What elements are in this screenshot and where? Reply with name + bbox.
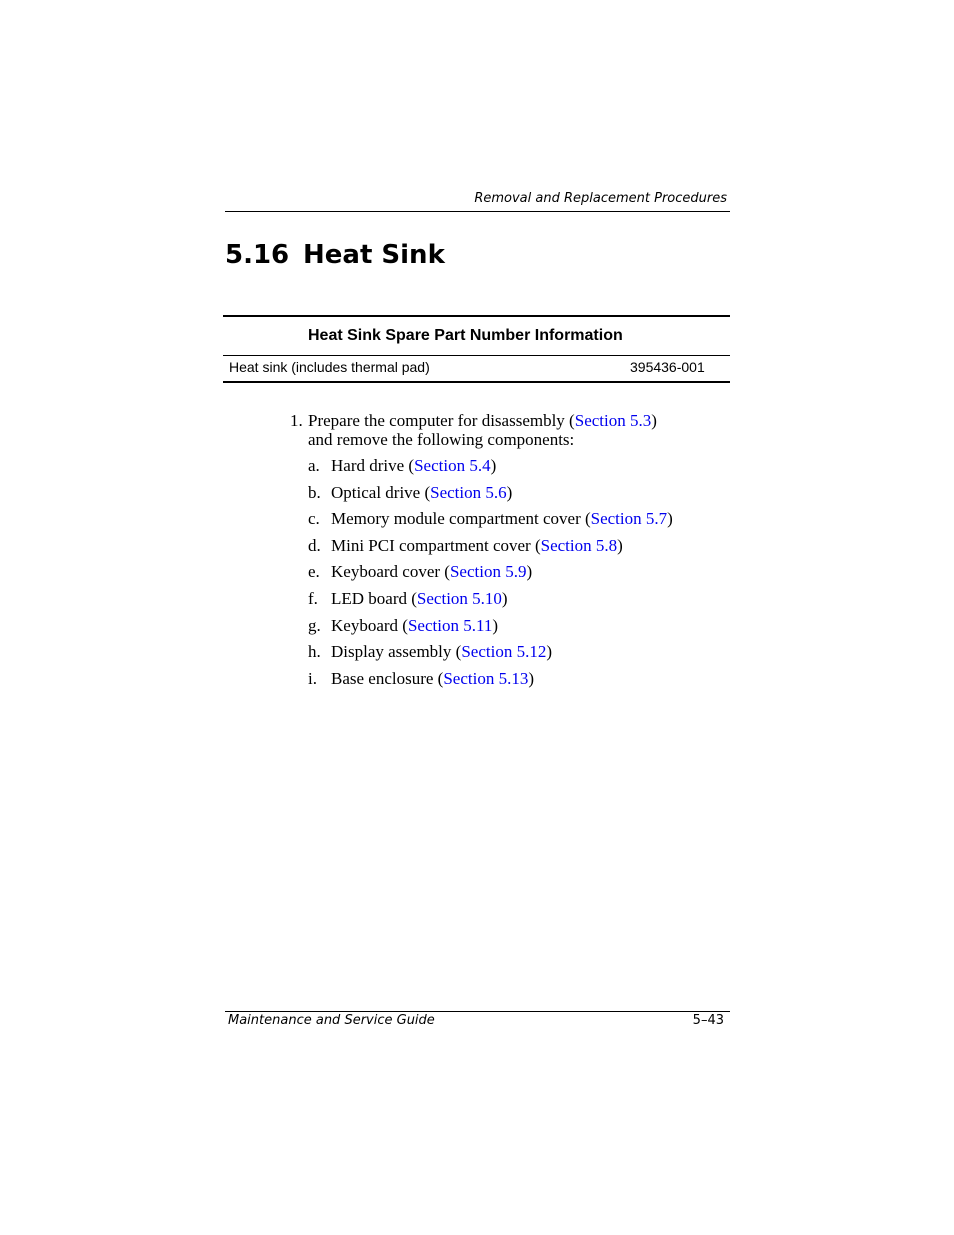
item-text: Base enclosure ( xyxy=(331,668,444,688)
section-link[interactable]: Section 5.6 xyxy=(430,482,507,502)
section-link[interactable]: Section 5.4 xyxy=(414,456,491,475)
item-close: ) xyxy=(492,615,498,635)
item-letter: b. xyxy=(308,482,321,502)
item-close: ) xyxy=(501,588,508,608)
item-close: ) xyxy=(546,642,552,662)
list-item xyxy=(308,589,750,616)
step-text-after: ) xyxy=(651,411,657,430)
table-row xyxy=(223,356,730,383)
step-text-before: Prepare the computer for disassembly ( xyxy=(308,411,575,430)
item-close: ) xyxy=(617,535,623,555)
item-letter: i. xyxy=(308,668,317,688)
item-letter: a. xyxy=(308,456,320,475)
item-letter: f. xyxy=(308,588,318,608)
item-text: Display assembly ( xyxy=(331,642,462,662)
step-continuation: and remove the following components: xyxy=(308,430,575,449)
section-link[interactable]: Section 5.10 xyxy=(416,588,502,608)
list-item xyxy=(308,562,750,589)
item-letter: e. xyxy=(308,562,320,582)
item-text: Hard drive ( xyxy=(331,456,415,475)
step-number: 1. xyxy=(290,411,303,430)
item-close: ) xyxy=(526,562,533,582)
list-item xyxy=(308,536,750,563)
item-text: Mini PCI compartment cover ( xyxy=(331,535,541,555)
step-1 xyxy=(290,411,750,695)
section-link[interactable]: Section 5.7 xyxy=(590,509,668,529)
item-close: ) xyxy=(528,668,535,688)
item-text: Memory module compartment cover ( xyxy=(331,509,591,529)
list-item xyxy=(308,669,750,696)
section-link[interactable]: Section 5.11 xyxy=(407,615,493,635)
procedure-steps xyxy=(290,411,750,695)
section-heading-text: Heat Sink xyxy=(303,240,445,270)
item-text: LED board ( xyxy=(331,588,417,608)
item-text: Keyboard ( xyxy=(331,615,408,635)
section-number: 5.16 xyxy=(225,240,290,270)
list-item xyxy=(308,456,750,483)
component-list xyxy=(308,456,750,695)
item-close: ) xyxy=(667,509,673,529)
item-letter: d. xyxy=(308,535,321,555)
footer-rule xyxy=(225,1011,730,1012)
step-text xyxy=(308,411,750,430)
section-link[interactable]: Section 5.13 xyxy=(443,668,529,688)
section-link[interactable]: Section 5.12 xyxy=(461,642,547,662)
item-close: ) xyxy=(490,456,497,475)
list-item xyxy=(308,616,750,643)
item-text: Keyboard cover ( xyxy=(331,562,450,582)
page-number: 5–43 xyxy=(692,1013,724,1028)
item-letter: g. xyxy=(308,615,321,635)
section-link[interactable]: Section 5.8 xyxy=(540,535,618,555)
table-heading: Heat Sink Spare Part Number Information xyxy=(223,316,730,356)
item-text: Optical drive ( xyxy=(331,482,431,502)
item-letter: c. xyxy=(308,509,320,529)
part-number: 395436-001 xyxy=(630,356,730,383)
list-item xyxy=(308,642,750,669)
table-header-row xyxy=(223,316,730,356)
list-item xyxy=(308,483,750,510)
item-letter: h. xyxy=(308,642,321,662)
spare-part-table xyxy=(223,315,730,383)
section-link[interactable]: Section 5.9 xyxy=(449,562,527,582)
header-rule xyxy=(225,211,730,212)
item-close: ) xyxy=(506,482,513,502)
footer-title: Maintenance and Service Guide xyxy=(228,1013,435,1028)
section-link[interactable]: Section 5.3 xyxy=(574,411,652,430)
list-item xyxy=(308,509,750,536)
section-title xyxy=(225,240,445,270)
part-description: Heat sink (includes thermal pad) xyxy=(223,356,630,383)
running-header: Removal and Replacement Procedures xyxy=(474,191,727,206)
